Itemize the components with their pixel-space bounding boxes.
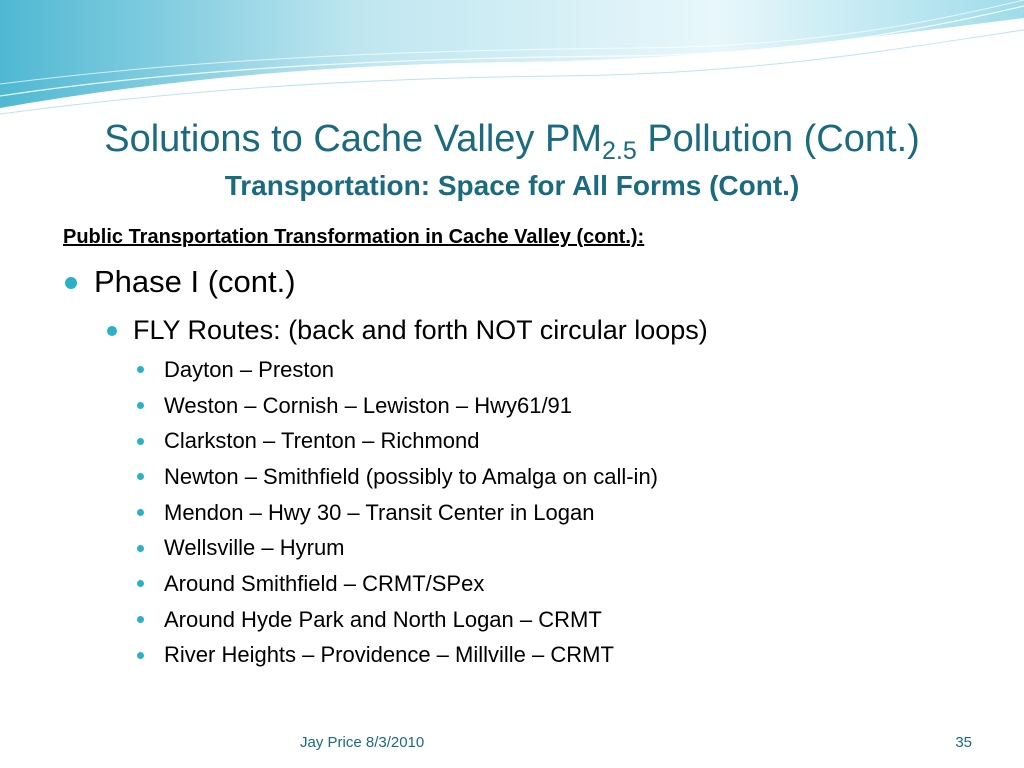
routes-heading: FLY Routes: (back and forth NOT circular loops)	[133, 314, 708, 345]
page-number: 35	[955, 734, 972, 751]
bullet-icon	[137, 402, 144, 409]
route-item	[137, 459, 658, 495]
bullet-icon	[137, 473, 144, 480]
footer-author-date: Jay Price 8/3/2010	[300, 734, 425, 751]
route-label: Weston – Cornish – Lewiston – Hwy61/91	[164, 392, 573, 418]
route-label: Clarkston – Trenton – Richmond	[164, 428, 480, 454]
route-label: Dayton – Preston	[164, 356, 334, 382]
title-suffix: Pollution (Cont.)	[636, 118, 920, 160]
route-item	[137, 530, 658, 566]
route-label: Newton – Smithfield (possibly to Amalga on call-in)	[164, 463, 659, 489]
title-prefix: Solutions to Cache Valley PM	[104, 118, 602, 160]
routes-heading-item	[107, 310, 708, 350]
route-item	[137, 638, 658, 674]
section-heading: Public Transportation Transformation in Cache Valley (cont.):	[63, 226, 645, 248]
phase-label: Phase I (cont.)	[94, 264, 296, 299]
route-item	[137, 566, 658, 602]
route-label: Around Hyde Park and North Logan – CRMT	[164, 606, 602, 632]
header-wave-decoration	[0, 0, 1024, 120]
bullet-icon	[137, 509, 144, 516]
route-item	[137, 602, 658, 638]
route-item	[137, 423, 658, 459]
route-label: Mendon – Hwy 30 – Transit Center in Logan	[164, 499, 595, 525]
routes-list	[137, 352, 658, 673]
bullet-icon	[65, 277, 77, 289]
slide-subtitle: Transportation: Space for All Forms (Cont.)	[224, 170, 800, 201]
slide-title	[0, 116, 1024, 165]
phase-bullet-item	[65, 262, 296, 302]
route-item	[137, 352, 658, 388]
route-item	[137, 388, 658, 424]
bullet-icon	[137, 652, 144, 659]
bullet-icon	[137, 580, 144, 587]
bullet-icon	[137, 545, 144, 552]
bullet-icon	[107, 326, 117, 336]
route-label: Around Smithfield – CRMT/SPex	[164, 570, 485, 596]
route-item	[137, 495, 658, 531]
bullet-icon	[137, 616, 144, 623]
bullet-icon	[137, 366, 144, 373]
bullet-icon	[137, 438, 144, 445]
title-subscript: 2.5	[602, 137, 637, 165]
route-label: Wellsville – Hyrum	[164, 535, 345, 561]
route-label: River Heights – Providence – Millville – CRMT	[164, 642, 614, 668]
